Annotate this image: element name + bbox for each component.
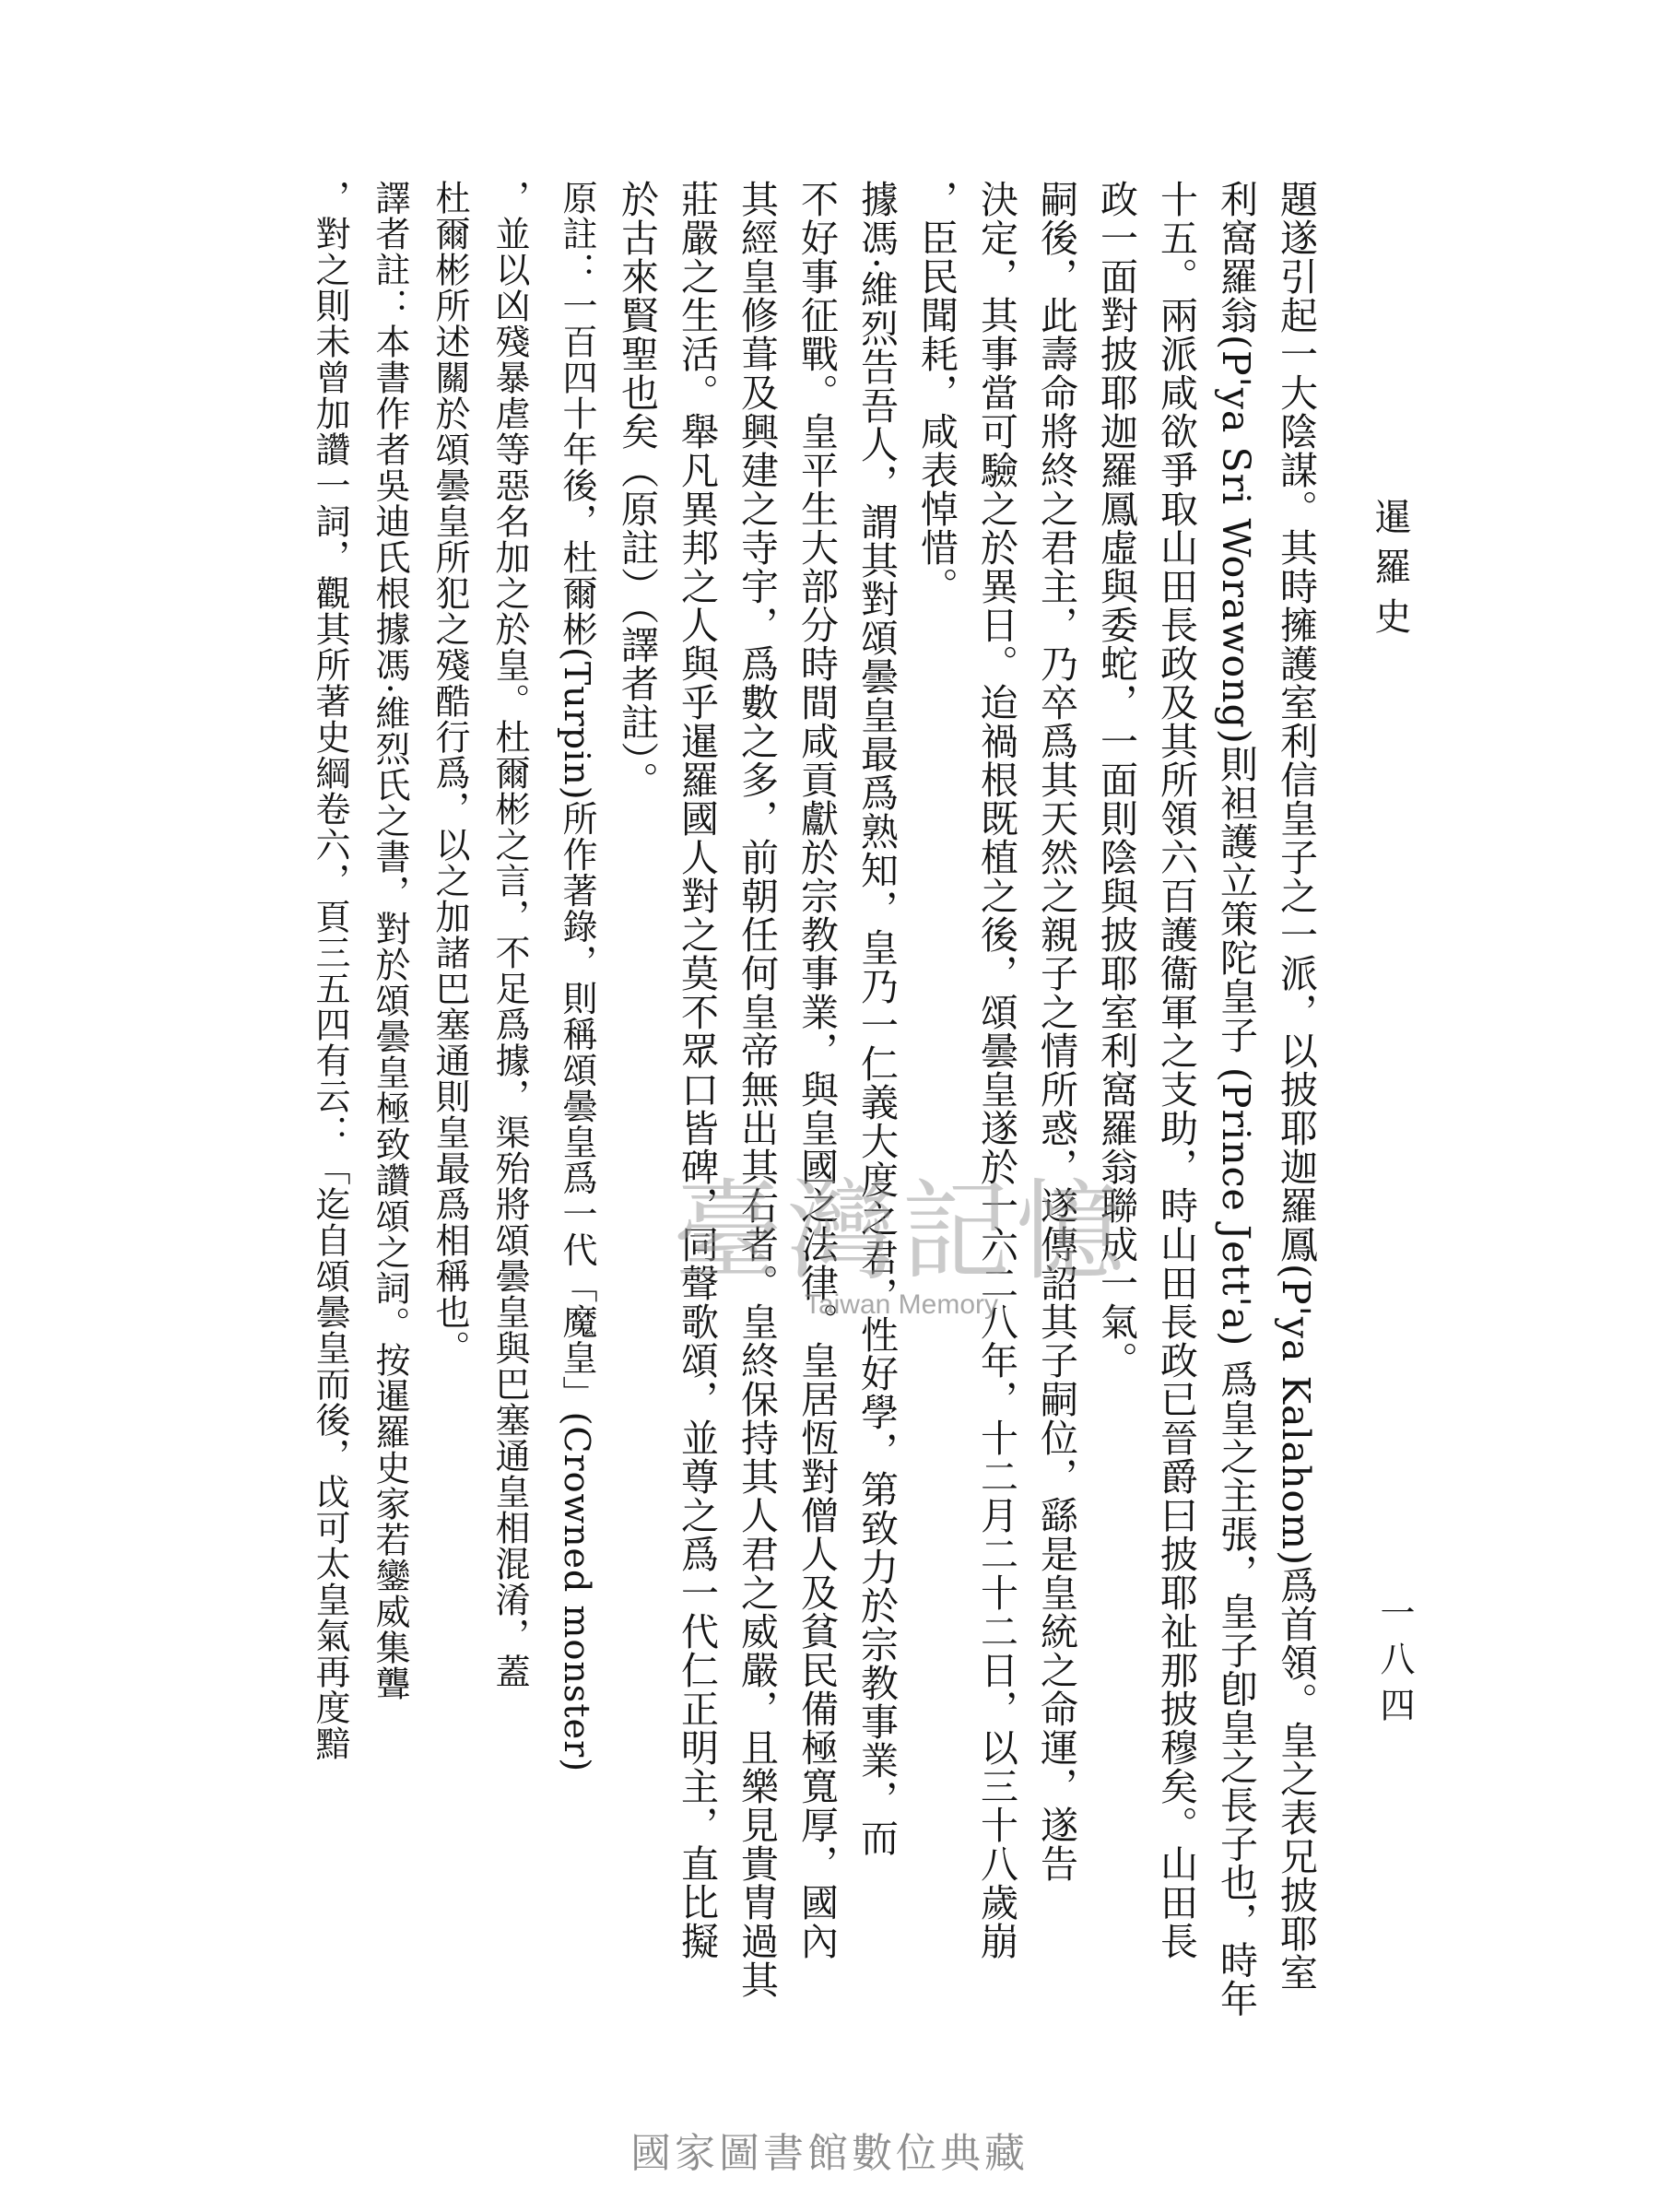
text-column: 其經皇修葺及興建之寺宇，爲數之多，前朝任何皇帝無出其右者。皇終保持其人君之威嚴，且樂見貴胄過其 xyxy=(735,180,779,1999)
text-column: 利窩羅翁(P'ya Sri Worawong)則袒護立策陀皇子 (Prince Jett'a) 爲皇之主張，皇子卽皇之長子也，時年 xyxy=(1214,180,1258,2018)
text-column: 莊嚴之生活。舉凡異邦之人與乎暹羅國人對之莫不眾口皆碑，同聲歌頌，並尊之爲一代仁正明主，直比擬 xyxy=(675,180,719,1960)
text-column: 決定，其事當可驗之於異日。迨禍根既植之後，頌曇皇遂於一六二八年，十二月二十二日，以三十八歲崩 xyxy=(974,180,1018,1960)
book-title: 暹羅史 xyxy=(1369,498,1411,647)
watermark-seal: 臺灣記憶 xyxy=(672,1168,1131,1295)
text-column: 據馮·維烈告吾人，謂其對頌曇皇最爲熟知，皇乃一仁義大度之君，性好學，第致力於宗教事業，而 xyxy=(854,180,899,1858)
text-column: ，臣民聞耗，咸表悼惜。 xyxy=(914,180,959,606)
vertical-text-body xyxy=(256,180,1325,2051)
note-column: ，對之則未曾加讚一詞，觀其所著史綱卷六，頁三五四有云：「迄自頌曇皇而後，戉可太皇氣再度黯 xyxy=(310,180,350,1761)
text-column: 嗣後，此壽命將終之君主，乃卒爲其天然之親子之情所惑，遂傳詔其子嗣位，繇是皇統之命運，遂告 xyxy=(1034,180,1078,1883)
text-column: 題遂引起一大陰謀。其時擁護室利信皇子之一派，以披耶迦羅鳳(P'ya Kalahom)爲首領。皇之表兄披耶室 xyxy=(1274,180,1318,1993)
library-footer: 國家圖書館數位典藏 xyxy=(630,2130,1029,2177)
text-column: 政一面對披耶迦羅鳳虛與委蛇，一面則陰與披耶室利窩羅翁聯成一氣。 xyxy=(1094,180,1138,1380)
text-column: 不好事征戰。皇平生大部分時間咸貢獻於宗教事業，與皇國之法律。皇居恆對僧人及貧民備極寬厚，國內 xyxy=(794,180,839,1960)
note-column: 譯者註：本書作者吳迪氏根據馮·維烈氏之書，對於頌曇皇極致讚頌之詞。按暹羅史家若鑾威集聾 xyxy=(370,180,410,1702)
text-column: 十五。兩派咸欲爭取山田長政及其所領六百護衞軍之支助，時山田長政已晉爵曰披耶祉那披穆矣。山田長 xyxy=(1154,180,1198,1960)
note-column: ，並以凶殘暴虐等惡名加之於皇。杜爾彬之言，不足爲據，渠殆將頌曇皇與巴塞通皇相混淆，蓋 xyxy=(489,180,530,1689)
text-column: 於古來賢聖也矣（原註）（譯者註）。 xyxy=(615,180,659,800)
note-column: 原註：一百四十年後，杜爾彬(Turpin)所作著錄，則稱頌曇皇爲一代「魔皇」(Crowned monster) xyxy=(557,180,597,1773)
note-column: 杜爾彬所述關於頌曇皇所犯之殘酷行爲，以之加諸巴塞通則皇最爲相稱也。 xyxy=(429,180,470,1366)
watermark-english: Taiwan Memory xyxy=(804,1289,999,1320)
page-number: 一八四 xyxy=(1374,1594,1415,1733)
